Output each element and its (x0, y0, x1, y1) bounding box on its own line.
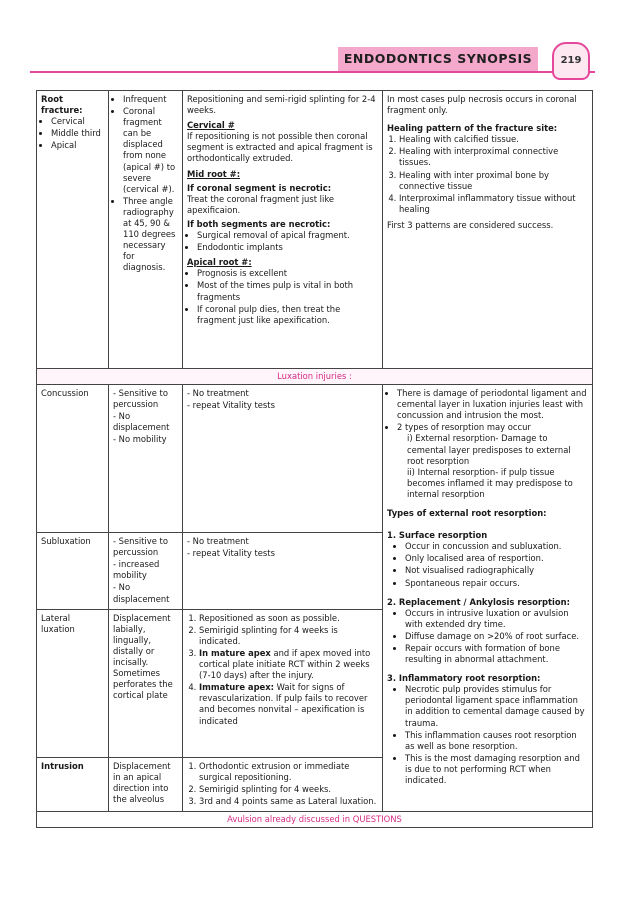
list-item: - No displacement (113, 582, 170, 604)
list-item: • 2 types of resorption may occur i) External resorption- Damage to cemental layer predisposes to external root resorption ii) Internal resorption- if pulp tissue becomes inflamed it may predispose to internal resorption (397, 422, 588, 500)
resorption-type-1: i) External resorption- Damage to cemental layer predisposes to external root resorption (407, 433, 571, 466)
list-item: - No mobility (113, 434, 167, 445)
luxation-notes-cell (383, 385, 593, 812)
list-item: 1. Orthodontic extrusion or immediate surgical repositioning. (199, 761, 378, 783)
list-item: • Coronal fragment can be displaced from none (apical #) to severe (cervical #). (123, 106, 178, 195)
list-item: • Only localised area of resportion. (405, 553, 588, 564)
list-item: - No treatment (187, 536, 249, 547)
list-item: • Middle third (51, 128, 104, 139)
list-item: • Surgical removal of apical fragment. (197, 230, 378, 241)
page-number-tooth-icon: 219 (552, 42, 590, 80)
surface-list (387, 541, 588, 588)
list-item: • Spontaneous repair occurs. (405, 578, 588, 589)
intrusion-features: Displacement in an apical direction into the alveolus (109, 757, 183, 811)
concussion-features-cell (109, 385, 183, 533)
lateral-luxation-features: Displacement labially, lingually, distally or incisally. Sometimes perforates the cortical plate (109, 609, 183, 757)
list-item: • Infrequent (123, 94, 178, 105)
list-item: 3. Healing with inter proximal bone by connective tissue (399, 170, 588, 192)
list-item: • Occur in concussion and subluxation. (405, 541, 588, 552)
list-item: - No treatment (187, 388, 249, 399)
root-fracture-treatment-cell (183, 91, 383, 369)
list-item: - No displacement (113, 411, 170, 433)
both-necrotic-list (187, 230, 378, 253)
list-item: 4. Immature apex: Wait for signs of revascularization. If pulp fails to recover and becomes nonvital – apexification is indicated (199, 682, 378, 726)
list-item: 1. Healing with calcified tissue. (399, 134, 588, 145)
concussion-treatment-cell (183, 385, 383, 533)
list-item: 2. Healing with interproximal connective tissues. (399, 146, 588, 168)
apical-heading: Apical root #: (187, 257, 252, 268)
mid-root-heading: Mid root #: (187, 168, 241, 179)
subluxation-name: Subluxation (37, 533, 109, 610)
page-title: ENDODONTICS SYNOPSIS (338, 47, 538, 71)
root-fracture-name-cell (37, 91, 109, 369)
list-item: • Prognosis is excellent (197, 268, 378, 279)
list-item: • Three angle radiography at 45, 90 & 110 degrees necessary for diagnosis. (123, 196, 178, 274)
list-item: 2. Semirigid splinting for 4 weeks. (199, 784, 378, 795)
subluxation-treatment-cell (183, 533, 383, 610)
table-row (37, 812, 593, 828)
list-item: - repeat Vitality tests (187, 548, 275, 559)
external-resorption-heading: Types of external root resorption: (387, 508, 547, 519)
list-item: 1. Repositioned as soon as possible. (199, 613, 378, 624)
list-item: 2. Semirigid splinting for 4 weeks is indicated. (199, 625, 378, 647)
both-necrotic-heading: If both segments are necrotic: (187, 218, 331, 229)
table-row (37, 385, 593, 533)
list-item: • Apical (51, 140, 104, 151)
list-item: • There is damage of periodontal ligament and cemental layer in luxation injuries least with concussion and intrusion the most. (397, 388, 588, 421)
apical-list (187, 268, 378, 325)
outcome-intro: In most cases pulp necrosis occurs in coronal fragment only. (387, 94, 577, 116)
root-fracture-title: Root fracture: (41, 94, 83, 116)
cervical-text: If repositioning is not possible then coronal segment is extracted and apical fragment is orthodontically extruded. (187, 131, 373, 164)
inflammatory-list (387, 684, 588, 786)
healing-heading: Healing pattern of the fracture site: (387, 123, 558, 134)
table-row (37, 369, 593, 385)
list-item: • Most of the times pulp is vital in both fragments (197, 280, 378, 302)
coronal-necrotic-heading: If coronal segment is necrotic: (187, 182, 332, 193)
intrusion-treatment-cell (183, 757, 383, 811)
healing-note: First 3 patterns are considered success. (387, 219, 554, 230)
list-item: • This inflammation causes root resorption as well as bone resorption. (405, 730, 588, 752)
resorption-type-2: ii) Internal resorption- if pulp tissue becomes inflamed it may predispose to internal resorption (407, 466, 573, 499)
list-item: • Endodontic implants (197, 242, 378, 253)
table-row (37, 91, 593, 369)
lateral-luxation-treatment-cell (183, 609, 383, 757)
list-item: • Not visualised radiographically (405, 565, 588, 576)
list-item: • Diffuse damage on >20% of root surface. (405, 631, 588, 642)
treatment-intro: Repositioning and semi-rigid splinting for 2-4 weeks. (187, 94, 376, 116)
root-fracture-features-list (113, 94, 178, 274)
list-item: - Sensitive to percussion (113, 536, 168, 558)
list-item: - Sensitive to percussion (113, 388, 168, 410)
inflammatory-resorption-heading: 3. Inflammatory root resorption: (387, 673, 541, 684)
list-item: • Repair occurs with formation of bone resulting in abnormal attachment. (405, 643, 588, 665)
subluxation-features-cell (109, 533, 183, 610)
list-item: 3. 3rd and 4 points same as Lateral luxation. (199, 796, 378, 807)
replacement-list (387, 608, 588, 665)
healing-list (387, 134, 588, 215)
coronal-necrotic-text: Treat the coronal fragment just like apexificaion. (187, 193, 335, 215)
list-item: - repeat Vitality tests (187, 400, 275, 411)
list-item: - increased mobility (113, 559, 160, 581)
list-item: 4. Interproximal inflammatory tissue without healing (399, 193, 588, 215)
list-item: • This is the most damaging resorption and is due to not performing RCT when indicated. (405, 753, 588, 786)
list-item: 3. In mature apex and if apex moved into cortical plate initiate RCT within 2 weeks (7-10 days) after the injury. (199, 648, 378, 681)
root-fracture-outcome-cell (383, 91, 593, 369)
list-item: • If coronal pulp dies, then treat the fragment just like apexification. (197, 304, 378, 326)
root-fracture-types-list (41, 116, 104, 151)
list-item: • Occurs in intrusive luxation or avulsion with extended dry time. (405, 608, 588, 630)
luxation-section-title: Luxation injuries : (37, 369, 593, 385)
list-item: • Necrotic pulp provides stimulus for periodontal ligament space inflammation in addition to cemental damage caused by trauma. (405, 684, 588, 728)
lateral-luxation-name: Lateral luxation (37, 609, 109, 757)
concussion-name: Concussion (37, 385, 109, 533)
synopsis-table (36, 90, 593, 828)
avulsion-note: Avulsion already discussed in QUESTIONS (37, 812, 593, 828)
surface-resorption-heading: 1. Surface resorption (387, 530, 488, 541)
replacement-resorption-heading: 2. Replacement / Ankylosis resorption: (387, 596, 570, 607)
root-fracture-features-cell (109, 91, 183, 369)
cervical-heading: Cervical # (187, 120, 235, 131)
intrusion-name: Intrusion (37, 757, 109, 811)
list-item: • Cervical (51, 116, 104, 127)
